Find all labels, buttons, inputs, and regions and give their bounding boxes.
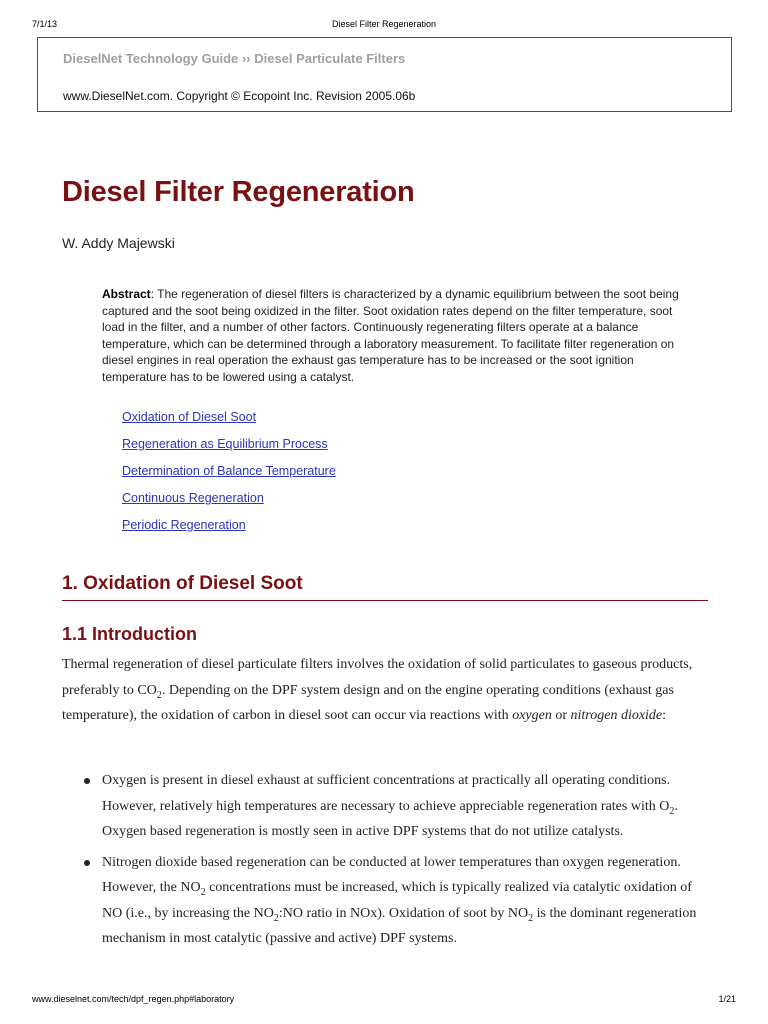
toc-link-equilibrium[interactable]: Regeneration as Equilibrium Process <box>122 437 328 451</box>
copyright-line: www.DieselNet.com. Copyright © Ecopoint Inc. Revision 2005.06b <box>63 89 416 103</box>
intro-text-b: . Depending on the DPF system design and on the engine operating conditions (exhaust gas temperature), the oxidation of carbon in diesel soot can occur via reactions with <box>62 682 674 723</box>
print-url: www.dieselnet.com/tech/dpf_regen.php#laboratory <box>32 994 235 1004</box>
toc-link-continuous[interactable]: Continuous Regeneration <box>122 491 264 505</box>
abstract <box>102 286 684 386</box>
toc-item <box>122 518 336 545</box>
bullet-2-text-b: concentrations must be increased, which is typically realized via catalytic oxidation of NO (i.e., by increasing the NO <box>102 880 692 921</box>
print-title: Diesel Filter Regeneration <box>331 19 437 29</box>
toc-item <box>122 491 336 518</box>
intro-oxygen: oxygen <box>512 708 552 723</box>
breadcrumb-dpf[interactable]: Diesel Particulate Filters <box>254 51 406 66</box>
print-header <box>32 19 736 31</box>
breadcrumb-separator: ›› <box>241 51 251 66</box>
bullet-1-text-a: Oxygen is present in diesel exhaust at sufficient concentrations at practically all operating conditions. However, relatively high temperatures are necessary to achieve appreciable regeneration rates with O <box>102 773 671 814</box>
bullet-2-sub-1: 2 <box>200 887 206 898</box>
page-number: 1/21 <box>718 994 736 1004</box>
page-title: Diesel Filter Regeneration <box>62 176 415 208</box>
abstract-label: Abstract <box>102 287 151 301</box>
bullet-1-sub: 2 <box>669 805 675 817</box>
intro-sub: 2 <box>156 689 162 701</box>
toc-link-periodic[interactable]: Periodic Regeneration <box>122 518 246 532</box>
intro-nitrogen-dioxide: nitrogen dioxide <box>570 708 663 723</box>
print-footer <box>32 994 736 1006</box>
toc-item <box>122 464 336 491</box>
table-of-contents <box>122 410 336 545</box>
section-heading: 1. Oxidation of Diesel Soot <box>62 573 303 594</box>
bullet-1-text-b: . Oxygen based regeneration is mostly seen in active DPF systems that do not utilize catalysts. <box>102 798 678 839</box>
breadcrumb-technology-guide[interactable]: DieselNet Technology Guide <box>63 51 239 66</box>
intro-paragraph <box>62 652 714 729</box>
bullet-2-sub-2: 2 <box>273 912 279 924</box>
bullet-2-text-a: Nitrogen dioxide based regeneration can be conducted at lower temperatures than oxygen regeneration. However, the NO <box>102 854 681 895</box>
toc-link-oxidation[interactable]: Oxidation of Diesel Soot <box>122 410 257 424</box>
list-item <box>62 850 714 952</box>
abstract-text: : The regeneration of diesel filters is characterized by a dynamic equilibrium between the soot being captured and the soot being oxidized in the filter. Soot oxidation rates depend on the filter temperature, soot load in the filter, and a number of other factors. Continuously regenerating filters operate at a balance temperature, which can be determined through a laboratory measurement. To facilitate filter regeneration on diesel engines in real operation the exhaust gas temperature has to be increased or the soot ignition temperature has to be lowered using a catalyst. <box>102 287 679 384</box>
toc-item <box>122 410 336 437</box>
site-banner <box>37 37 732 112</box>
list-item <box>62 768 714 845</box>
intro-end: : <box>662 708 667 723</box>
bullet-icon <box>84 778 90 784</box>
bullet-2-text-c: :NO ratio in NOx). Oxidation of soot by NO <box>278 905 529 921</box>
intro-text-a: Thermal regeneration of diesel particulate filters involves the oxidation of solid particulates to gaseous products, preferably to CO <box>62 657 693 698</box>
author: W. Addy Majewski <box>62 235 175 251</box>
toc-link-balance-temperature[interactable]: Determination of Balance Temperature <box>122 464 336 478</box>
intro-or: or <box>551 708 571 723</box>
bullet-list <box>62 768 714 957</box>
print-date: 7/1/13 <box>32 19 58 29</box>
bullet-2-text-d: is the dominant regeneration mechanism in most catalytic (passive and active) DPF systems. <box>102 905 697 946</box>
bullet-2-sub-3: 2 <box>528 912 534 924</box>
bullet-icon <box>84 860 90 866</box>
section-divider <box>62 600 708 601</box>
breadcrumb <box>63 51 405 66</box>
subsection-heading: 1.1 Introduction <box>62 624 197 644</box>
toc-item <box>122 437 336 464</box>
